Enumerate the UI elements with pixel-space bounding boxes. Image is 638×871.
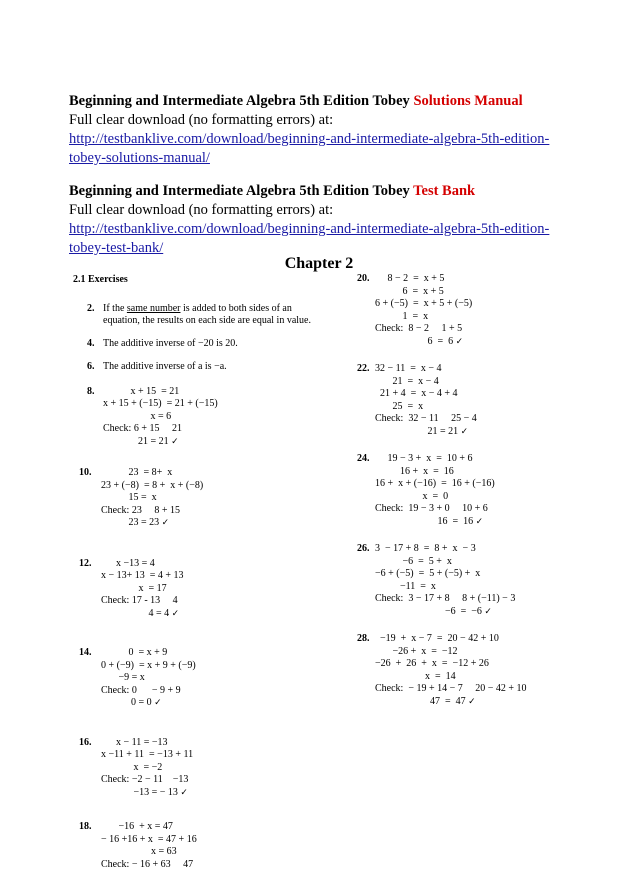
work-line: Check: 23 8 + 15 [101,505,323,518]
exercise-work [103,386,323,449]
exercise-4 [87,338,323,351]
check-icon: ✓ [171,437,179,447]
exercise-2 [87,303,323,328]
link-line-2[interactable]: tobey-test-bank/ [69,240,163,256]
work-line: x −13 = 4 [101,558,323,571]
work-line: Check: 6 + 15 21 [103,423,323,436]
exercise-8 [87,386,323,449]
work-line: x −11 + 11 = −13 + 11 [101,749,323,762]
exercise-12 [79,558,323,621]
work-line: −6 = 5 + x [375,556,597,569]
work-line: 21 = x − 4 [375,376,597,389]
exercise-6 [87,361,323,374]
work-line: x = 63 [101,846,323,859]
work-line: x = −2 [101,762,323,775]
work-line-result [101,517,323,530]
title-text: Beginning and Intermediate Algebra 5th Edition Tobey [69,183,413,199]
work-line: −6 + (−5) = 5 + (−5) + x [375,568,597,581]
chapter-title: Chapter 2 [0,255,638,273]
work-line: Check: 19 − 3 + 0 10 + 6 [375,503,597,516]
work-line-result [375,516,597,529]
work-line: −19 + x − 7 = 20 − 42 + 10 [375,633,597,646]
check-icon: ✓ [162,518,170,528]
left-column [73,274,323,871]
work-line: Check: −2 − 11 −13 [101,774,323,787]
work-line-result [375,426,597,439]
work-line: x = 14 [375,671,597,684]
exercise-number: 10. [79,467,92,480]
exercise-28 [357,633,597,708]
result-text: −13 = − 13 [101,787,178,798]
work-line: 6 = x + 5 [375,286,597,299]
section-heading: 2.1 Exercises [73,274,323,287]
exercise-22 [357,363,597,438]
text-part: If the [103,303,127,314]
work-line-result [375,606,597,619]
result-text: 6 = 6 [375,336,453,347]
header [69,92,601,272]
exercise-number: 2. [87,303,95,316]
work-line-result [375,336,597,349]
work-line: 15 = x [101,492,323,505]
exercise-work [375,453,597,528]
work-line: Check: 32 − 11 25 − 4 [375,413,597,426]
work-line-result [101,608,323,621]
work-line: x − 11 = −13 [101,737,323,750]
work-line: Check: 8 − 2 1 + 5 [375,323,597,336]
exercise-number: 18. [79,821,92,834]
work-line-result [101,787,323,800]
work-line: 6 + (−5) = x + 5 + (−5) [375,298,597,311]
test-bank-block [69,182,601,258]
work-line: 1 = x [375,311,597,324]
exercise-26 [357,543,597,618]
download-text: Full clear download (no formatting errors) at: [69,111,601,130]
work-line: 25 = x [375,401,597,414]
work-line-result [101,697,323,710]
block-title [69,92,601,111]
work-line: x = 17 [101,583,323,596]
work-line: Check: 17 - 13 4 [101,595,323,608]
work-line: Check: 0 − 9 + 9 [101,685,323,698]
exercise-20 [357,273,597,348]
exercise-14 [79,647,323,710]
exercise-number: 6. [87,361,95,374]
work-line: 0 = x + 9 [101,647,323,660]
exercise-number: 14. [79,647,92,660]
work-line: 19 − 3 + x = 10 + 6 [375,453,597,466]
result-text: −6 = −6 [375,606,482,617]
work-line: Check: 3 − 17 + 8 8 + (−11) − 3 [375,593,597,606]
exercise-work [101,737,323,800]
work-line: −9 = x [101,672,323,685]
check-icon: ✓ [484,607,492,617]
work-line: 16 + x + (−16) = 16 + (−16) [375,478,597,491]
result-text: 23 = 23 [101,517,159,528]
work-line: 23 + (−8) = 8 + x + (−8) [101,480,323,493]
link-line-1[interactable]: http://testbanklive.com/download/beginning-and-intermediate-algebra-5th-edition- [69,221,549,237]
result-text: 0 = 0 [101,697,152,708]
exercise-text [103,303,318,328]
download-text: Full clear download (no formatting errors) at: [69,201,601,220]
exercise-number: 4. [87,338,95,351]
work-line: 3 − 17 + 8 = 8 + x − 3 [375,543,597,556]
result-text: 16 = 16 [375,516,473,527]
solutions-manual-block [69,92,601,168]
result-text: 21 = 21 [103,436,169,447]
work-line: 0 + (−9) = x + 9 + (−9) [101,660,323,673]
work-line: −26 + x = −12 [375,646,597,659]
result-text: 21 = 21 [375,426,458,437]
exercise-work [101,647,323,710]
exercise-work [101,821,323,871]
work-line: 16 + x = 16 [375,466,597,479]
check-icon: ✓ [456,337,464,347]
right-column [357,273,597,708]
work-line: − 16 +16 + x = 47 + 16 [101,834,323,847]
check-icon: ✓ [476,517,484,527]
exercise-18 [79,821,323,871]
work-line-result [375,696,597,709]
work-line: −16 + x = 47 [101,821,323,834]
work-line: x = 6 [103,411,323,424]
work-line-result [103,436,323,449]
work-line: 21 + 4 = x − 4 + 4 [375,388,597,401]
exercise-work [375,273,597,348]
title-accent: Solutions Manual [413,93,522,109]
work-line: x − 13+ 13 = 4 + 13 [101,570,323,583]
title-accent: Test Bank [413,183,475,199]
check-icon: ✓ [461,427,469,437]
block-title [69,182,601,201]
result-text: 47 = 47 [375,696,466,707]
title-text: Beginning and Intermediate Algebra 5th Edition Tobey [69,93,413,109]
exercise-number: 24. [357,453,370,466]
work-line: −26 + 26 + x = −12 + 26 [375,658,597,671]
exercise-number: 8. [87,386,95,399]
work-line: −11 = x [375,581,597,594]
work-line: Check: − 19 + 14 − 7 20 − 42 + 10 [375,683,597,696]
exercise-number: 26. [357,543,370,556]
exercise-work [101,558,323,621]
check-icon: ✓ [154,698,162,708]
check-icon: ✓ [172,609,180,619]
work-line: x + 15 + (−15) = 21 + (−15) [103,398,323,411]
exercise-number: 16. [79,737,92,750]
exercise-10 [79,467,323,530]
link-line-1[interactable]: http://testbanklive.com/download/beginning-and-intermediate-algebra-5th-edition- [69,131,549,147]
work-line: Check: − 16 + 63 47 [101,859,323,871]
exercise-text: The additive inverse of a is −a. [103,361,323,374]
download-link[interactable] [69,130,601,168]
work-line: 32 − 11 = x − 4 [375,363,597,376]
exercise-number: 12. [79,558,92,571]
work-line: x = 0 [375,491,597,504]
work-line: 23 = 8+ x [101,467,323,480]
exercise-work [101,467,323,530]
exercise-work [375,363,597,438]
check-icon: ✓ [180,788,188,798]
check-icon: ✓ [468,697,476,707]
work-line: x + 15 = 21 [103,386,323,399]
link-line-2[interactable]: tobey-solutions-manual/ [69,150,210,166]
work-line: 8 − 2 = x + 5 [375,273,597,286]
exercise-number: 28. [357,633,370,646]
download-link[interactable] [69,220,601,258]
underlined-text: same number [127,303,181,314]
result-text: 4 = 4 [101,608,169,619]
text-part: is added to both sides of an equation, the results on each side are equal in value. [103,303,311,327]
exercise-16 [79,737,323,800]
exercise-work [375,543,597,618]
exercise-number: 22. [357,363,370,376]
exercise-work [375,633,597,708]
exercise-text: The additive inverse of −20 is 20. [103,338,323,351]
exercise-number: 20. [357,273,370,286]
exercise-24 [357,453,597,528]
